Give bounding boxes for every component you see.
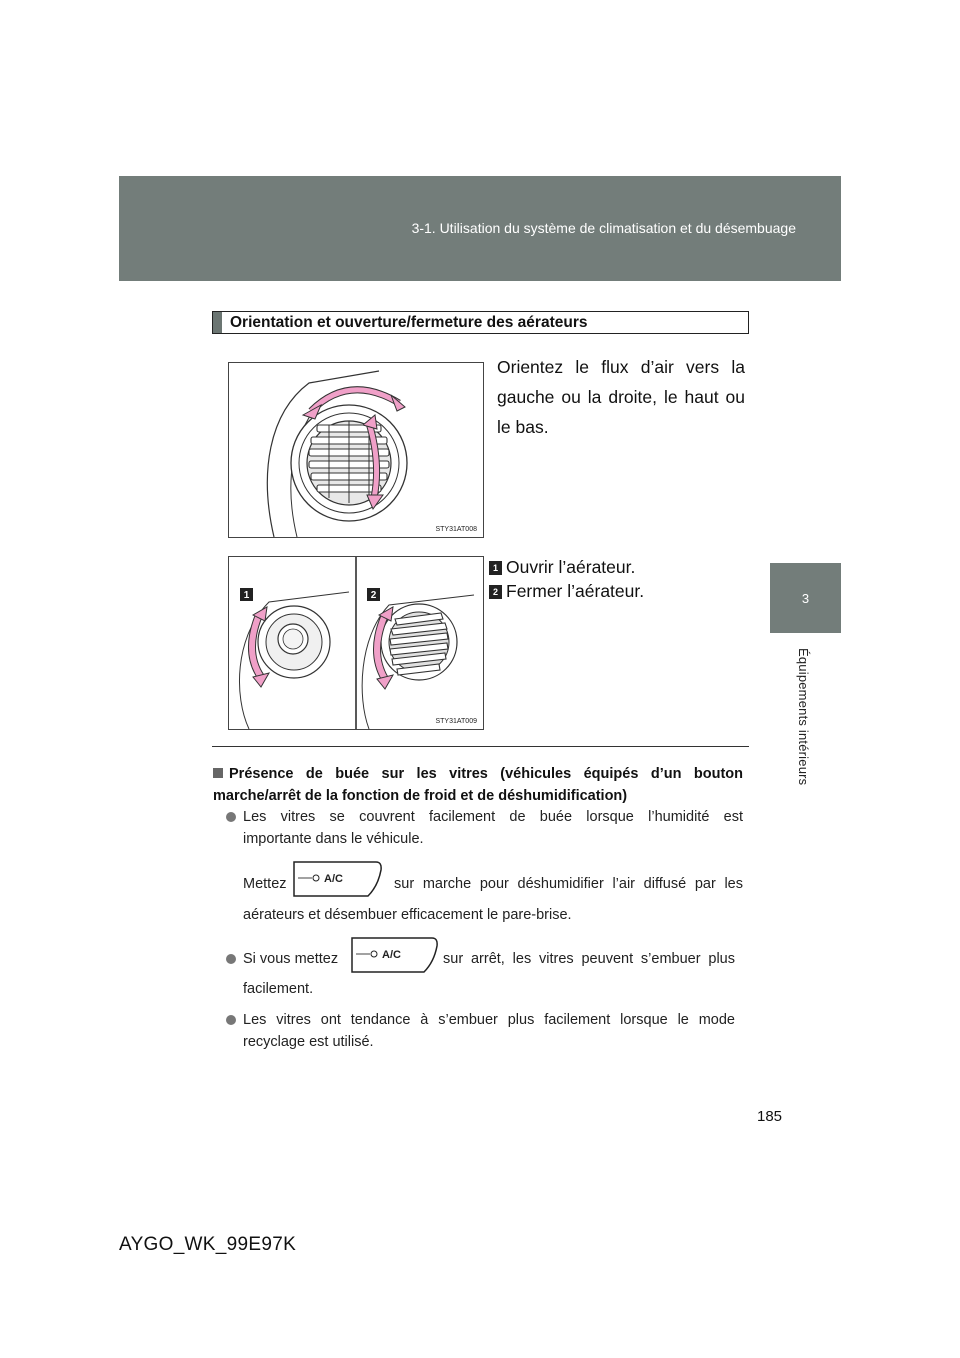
figure-badge-2: 2: [370, 590, 377, 601]
section-heading: [212, 311, 749, 334]
note-title-text: Présence de buée sur les vitres (véhicules équipés d’un bouton marche/arrêt de la fonction de froid et de déshumidification): [213, 766, 743, 804]
document-code: AYGO_WK_99E97K: [119, 1234, 297, 1255]
note-title: [213, 763, 743, 807]
bullet-dot-icon: [226, 812, 236, 822]
heading-bar: [213, 312, 222, 333]
step-text: Fermer l’aérateur.: [506, 581, 645, 601]
step-text: Ouvrir l’aérateur.: [506, 557, 636, 577]
step-badge: 2: [489, 585, 502, 599]
bullet1-after: sur marche pour déshumidifier l’air diffusé par les: [394, 876, 743, 892]
bullet2-line2: facilement.: [243, 981, 314, 997]
figure-badge-1: 1: [243, 590, 250, 601]
step-close: [489, 581, 644, 602]
figure1-description: Orientez le flux d’air vers la gauche ou la droite, le haut ou le bas.: [497, 357, 745, 437]
bullet2-after: sur arrêt, les vitres peuvent s’embuer plus: [443, 951, 735, 967]
page-number: 185: [757, 1108, 783, 1125]
section-title: Orientation et ouverture/fermeture des aérateurs: [230, 313, 588, 331]
vent-direction-illustration: [229, 363, 483, 537]
ac-label: A/C: [324, 873, 343, 885]
ac-button-icon: [350, 936, 440, 974]
bullet-dot-icon: [226, 1015, 236, 1025]
bullet3-line2: recyclage est utilisé.: [243, 1034, 374, 1050]
bullet1-line2: importante dans le véhicule.: [243, 831, 424, 847]
bullet1-line4: aérateurs et désembuer efficacement le pare-brise.: [243, 907, 572, 923]
step-open: [489, 557, 635, 578]
chapter-number: 3: [801, 590, 810, 606]
ac-button-icon: [292, 860, 384, 898]
figure-code: STY31AT009: [435, 718, 477, 725]
bullet3-line1: Les vitres ont tendance à s’embuer plus facilement lorsque le mode: [243, 1012, 735, 1028]
bullet-dot-icon: [226, 954, 236, 964]
bullet1-mettez: Mettez: [243, 876, 287, 892]
step-badge: 1: [489, 561, 502, 575]
bullet2-before: Si vous mettez: [243, 951, 339, 967]
breadcrumb: 3-1. Utilisation du système de climatisation et du désembuage: [411, 220, 796, 236]
figure-code: STY31AT008: [435, 526, 477, 533]
bullet1-line1: Les vitres se couvrent facilement de buée lorsque l’humidité est: [243, 809, 743, 825]
divider: [212, 746, 749, 747]
figure-vent-direction: [228, 362, 484, 538]
square-bullet-icon: [213, 768, 223, 778]
header-band: [119, 176, 841, 281]
ac-label: A/C: [382, 949, 401, 961]
vent-open-close-illustration: [229, 557, 483, 729]
figure-vent-open-close: [228, 556, 484, 730]
chapter-tab: [770, 563, 841, 633]
chapter-label: Équipements intérieurs: [796, 648, 811, 786]
